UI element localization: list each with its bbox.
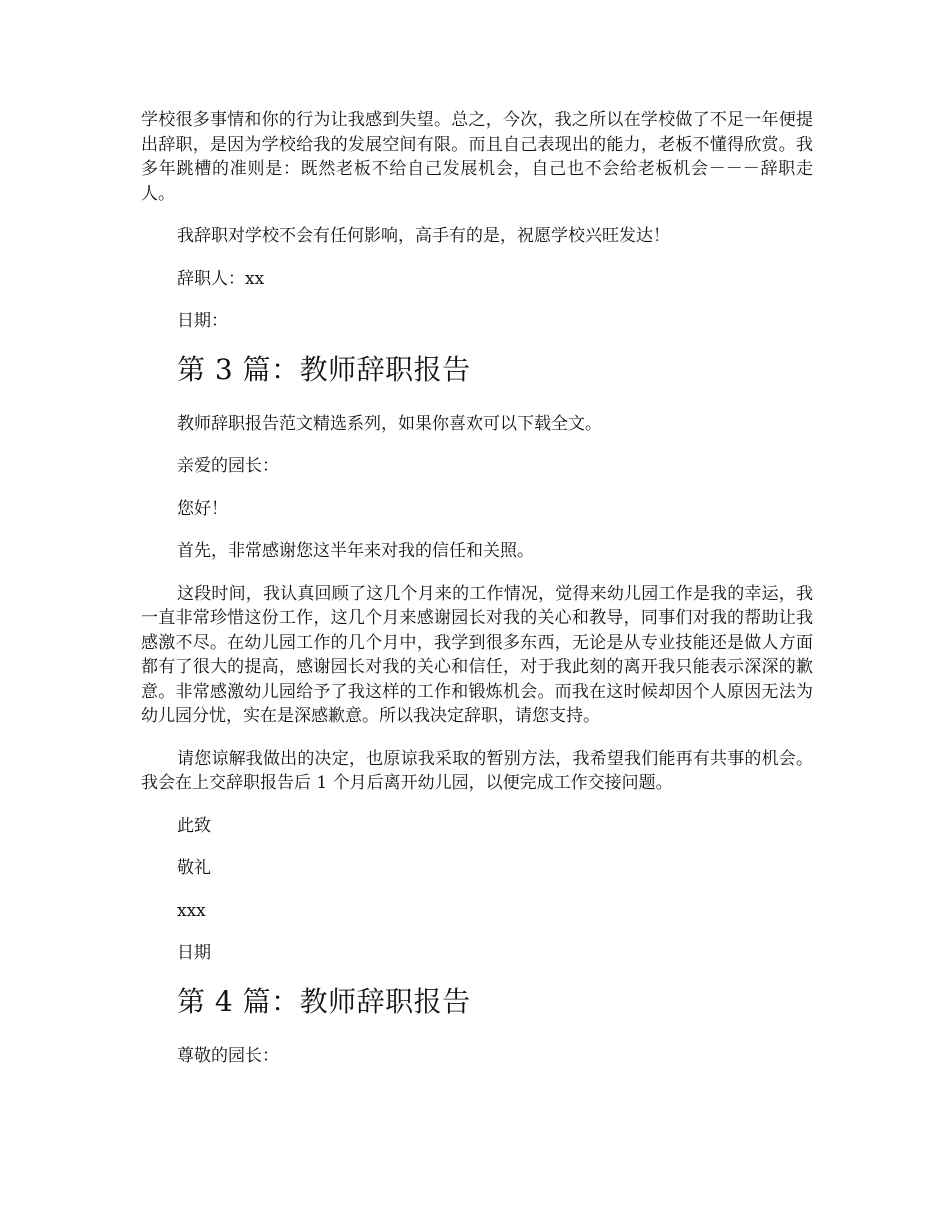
- section-heading-4: 第 4 篇：教师辞职报告: [177, 984, 471, 1018]
- date-line: 日期: [177, 943, 211, 963]
- paragraph: 学校很多事情和你的行为让我感到失望。总之，今次，我之所以在学校做了不足一年便提出辞职，是因为学校给我的发展空间有限。而且自己表现出的能力，老板不懂得欣赏。我多年跳槽的准则是：既然老板不给自己发展机会，自己也不会给老板机会－－－辞职走人。: [141, 110, 813, 204]
- signature-line: xxx: [177, 900, 206, 921]
- paragraph: 请您谅解我做出的决定，也原谅我采取的暂别方法，我希望我们能再有共事的机会。我会在上交辞职报告后 1 个月后离开幼儿园，以便完成工作交接问题。: [141, 748, 813, 793]
- paragraph: 首先，非常感谢您这半年来对我的信任和关照。: [177, 541, 534, 561]
- closing-line: 此致: [177, 815, 211, 836]
- paragraph: 我辞职对学校不会有任何影响，高手有的是，祝愿学校兴旺发达！: [177, 226, 670, 246]
- greeting: 您好！: [177, 498, 228, 519]
- salutation: 尊敬的园长：: [177, 1045, 279, 1066]
- document-body: [141, 108, 813, 1068]
- signature-line: 辞职人：xx: [177, 268, 265, 289]
- salutation: 亲爱的园长：: [177, 456, 279, 476]
- date-line: 日期：: [177, 311, 228, 331]
- closing-line: 敬礼: [177, 858, 211, 878]
- paragraph: 这段时间，我认真回顾了这几个月来的工作情况，觉得来幼儿园工作是我的幸运，我一直非常珍惜这份工作，这几个月来感谢园长对我的关心和教导，同事们对我的帮助让我感激不尽。在幼儿园工作的几个月中，我学到很多东西，无论是从专业技能还是做人方面都有了很大的提高，感谢园长对我的关心和信任，对于我此刻的离开我只能表示深深的歉意。非常感激幼儿园给予了我这样的工作和锻炼机会。而我在这时候却因个人原因无法为幼儿园分忧，实在是深感歉意。所以我决定辞职，请您支持。: [141, 583, 813, 726]
- paragraph: 教师辞职报告范文精选系列，如果你喜欢可以下载全文。: [177, 413, 602, 434]
- section-heading-3: 第 3 篇：教师辞职报告: [177, 352, 471, 386]
